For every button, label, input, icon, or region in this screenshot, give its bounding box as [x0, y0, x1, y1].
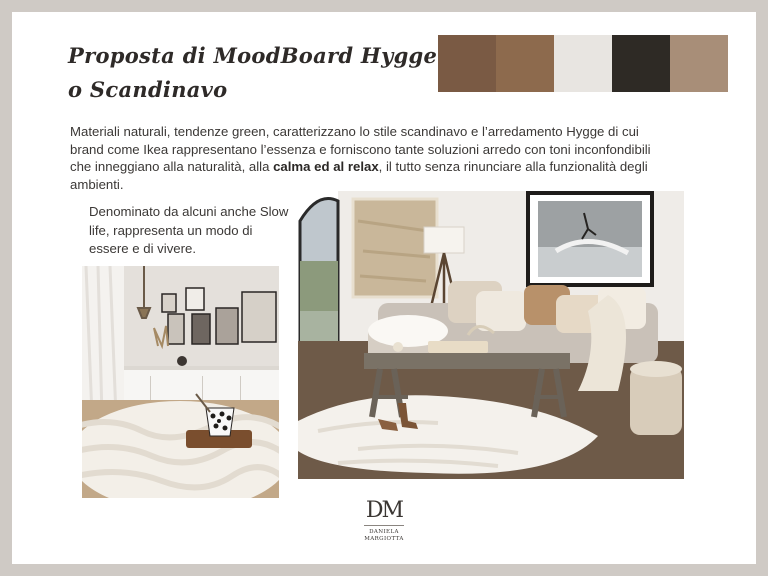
- designer-logo: [356, 499, 412, 557]
- palette-swatch: [438, 35, 496, 92]
- title-line-1: Proposta di MoodBoard Hygge: [68, 43, 438, 68]
- intro-text-before: Materiali naturali, tendenze green, caratterizzano lo stile scandinavo e l’arredamento Hygge di cui brand come Ikea rappresentano l’essenza e forniscono tante soluzioni arredo con toni inconfondibili che inneggiano alla naturalità, alla: [70, 124, 651, 174]
- title-line-2: o Scandinavo: [68, 77, 228, 102]
- color-palette: [438, 35, 728, 92]
- palette-swatch: [496, 35, 554, 92]
- intro-text-after: , il tutto senza rinunciare alla funzionalità degli ambienti.: [70, 159, 648, 192]
- palette-swatch: [554, 35, 612, 92]
- intro-highlight: calma ed al relax: [273, 159, 379, 174]
- palette-swatch: [612, 35, 670, 92]
- slow-life-caption: Denominato da alcuni anche Slow life, rappresenta un modo di essere e di vivere.: [89, 204, 289, 256]
- logo-name-line-1: DANIELA: [369, 529, 399, 535]
- logo-name-line-2: MARGIOTTA: [364, 535, 404, 542]
- logo-monogram: DM: [365, 498, 403, 523]
- logo-divider: [364, 525, 404, 526]
- intro-paragraph: [70, 123, 670, 193]
- moodboard-slide: [12, 12, 756, 564]
- hygge-shelf-photo: [82, 266, 279, 498]
- palette-swatch: [670, 35, 728, 92]
- hygge-living-room-photo: [298, 191, 684, 479]
- page-title: [68, 39, 448, 107]
